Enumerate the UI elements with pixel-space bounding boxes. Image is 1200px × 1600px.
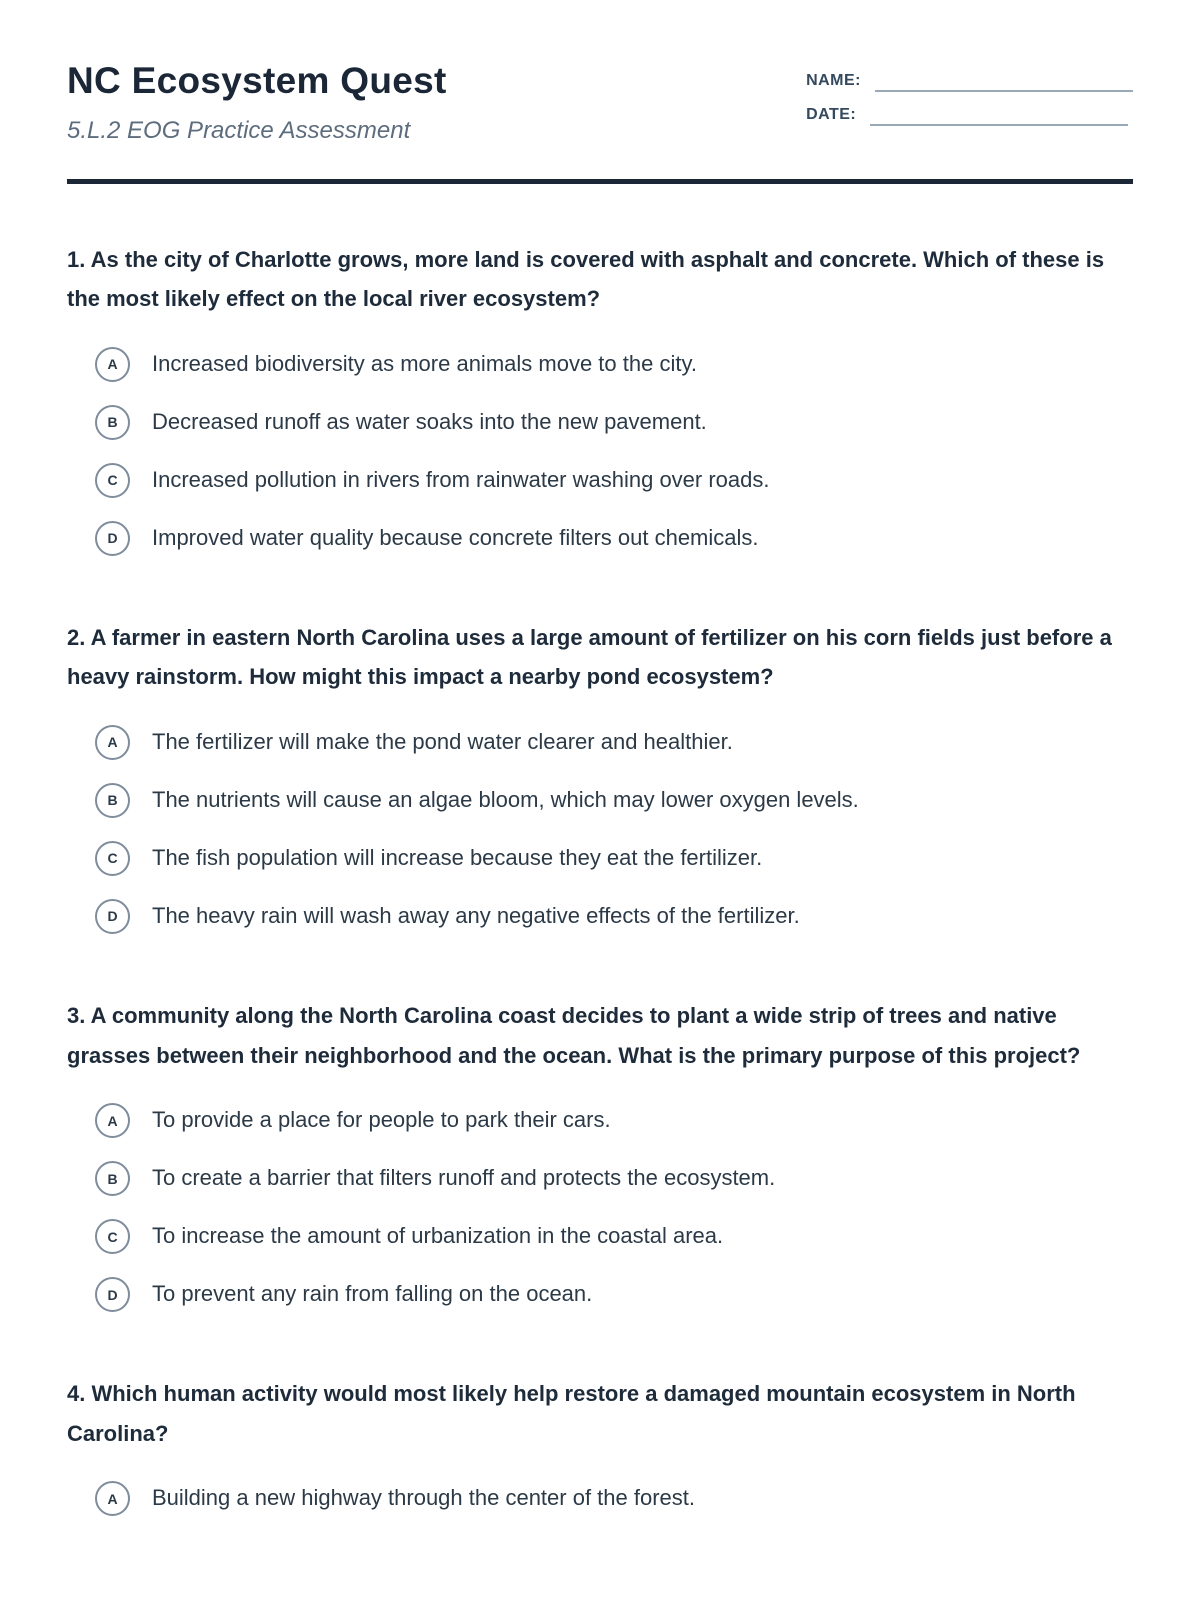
date-input-line[interactable] [870, 106, 1128, 126]
answer-letter: A [107, 356, 118, 373]
question-text: 4. Which human activity would most likely help restore a damaged mountain ecosystem in North Carolina? [67, 1381, 1076, 1446]
answer-text: The fertilizer will make the pond water clearer and healthier. [152, 729, 733, 755]
answer-bubble[interactable] [95, 783, 130, 818]
page-subtitle: 5.L.2 EOG Practice Assessment [67, 116, 411, 144]
answer-option[interactable] [95, 521, 1133, 556]
answer-text: To provide a place for people to park their cars. [152, 1107, 611, 1133]
answer-bubble[interactable] [95, 1103, 130, 1138]
date-label: DATE: [806, 106, 857, 123]
answer-text: The nutrients will cause an algae bloom, which may lower oxygen levels. [152, 787, 859, 813]
answer-bubble[interactable] [95, 1219, 130, 1254]
question-block [67, 996, 1133, 1312]
question-text: 3. A community along the North Carolina coast decides to plant a wide strip of trees and native grasses between their neighborhood and the ocean. What is the primary purpose of this project? [67, 1002, 1081, 1068]
answer-letter: C [107, 1228, 118, 1245]
name-row [806, 72, 1133, 92]
answer-option[interactable] [95, 1481, 1133, 1516]
answer-letter: C [107, 472, 118, 489]
answer-bubble[interactable] [95, 1161, 130, 1196]
answer-option[interactable] [95, 1161, 1133, 1196]
answer-option[interactable] [95, 1103, 1133, 1138]
answer-option[interactable] [95, 405, 1133, 440]
answer-bubble[interactable] [95, 725, 130, 760]
answer-option[interactable] [95, 841, 1133, 876]
answer-bubble[interactable] [95, 841, 130, 876]
question-text: 1. As the city of Charlotte grows, more land is covered with asphalt and concrete. Which of these is the most likely effect on the local river ecosystem? [67, 246, 1105, 312]
answer-option[interactable] [95, 347, 1133, 382]
answer-letter: D [107, 1286, 118, 1303]
answer-options [67, 1103, 1133, 1312]
question-block [67, 240, 1133, 556]
answer-options [67, 725, 1133, 934]
answer-bubble[interactable] [95, 405, 130, 440]
answer-text: Increased pollution in rivers from rainwater washing over roads. [152, 466, 770, 492]
answer-text: The heavy rain will wash away any negative effects of the fertilizer. [152, 903, 800, 929]
answer-text: To prevent any rain from falling on the ocean. [152, 1281, 593, 1307]
answer-text: Building a new highway through the center of the forest. [152, 1485, 696, 1511]
answer-letter: A [107, 1490, 118, 1507]
answer-letter: A [107, 734, 118, 751]
name-input-line[interactable] [875, 72, 1133, 92]
header [67, 60, 1133, 145]
header-divider [67, 179, 1133, 184]
answer-letter: B [107, 1170, 118, 1187]
answer-text: Increased biodiversity as more animals move to the city. [152, 350, 697, 376]
answer-letter: B [107, 414, 118, 431]
questions-list [67, 240, 1133, 1517]
answer-bubble[interactable] [95, 899, 130, 934]
answer-text: Improved water quality because concrete filters out chemicals. [152, 524, 759, 550]
answer-text: To create a barrier that filters runoff and protects the ecosystem. [152, 1165, 776, 1191]
date-row [806, 106, 1133, 126]
answer-bubble[interactable] [95, 521, 130, 556]
answer-options [67, 1481, 1133, 1516]
answer-option[interactable] [95, 463, 1133, 498]
answer-bubble[interactable] [95, 1277, 130, 1312]
answer-letter: A [107, 1112, 118, 1129]
answer-options [67, 347, 1133, 556]
answer-option[interactable] [95, 725, 1133, 760]
answer-text: Decreased runoff as water soaks into the new pavement. [152, 408, 707, 434]
header-titles [67, 60, 447, 145]
answer-option[interactable] [95, 899, 1133, 934]
question-block [67, 618, 1133, 934]
answer-option[interactable] [95, 1219, 1133, 1254]
answer-bubble[interactable] [95, 463, 130, 498]
answer-option[interactable] [95, 1277, 1133, 1312]
name-date-block [806, 60, 1133, 126]
name-label: NAME: [806, 72, 861, 89]
question-text: 2. A farmer in eastern North Carolina uses a large amount of fertilizer on his corn fields just before a heavy rainstorm. How might this impact a nearby pond ecosystem? [67, 624, 1112, 690]
answer-letter: D [107, 908, 118, 925]
answer-letter: D [107, 530, 118, 547]
answer-letter: B [107, 792, 118, 809]
answer-letter: C [107, 850, 118, 867]
question-block [67, 1374, 1133, 1516]
answer-bubble[interactable] [95, 347, 130, 382]
answer-text: The fish population will increase because they eat the fertilizer. [152, 845, 763, 871]
page-title: NC Ecosystem Quest [67, 60, 447, 101]
answer-text: To increase the amount of urbanization in the coastal area. [152, 1223, 724, 1249]
answer-bubble[interactable] [95, 1481, 130, 1516]
answer-option[interactable] [95, 783, 1133, 818]
